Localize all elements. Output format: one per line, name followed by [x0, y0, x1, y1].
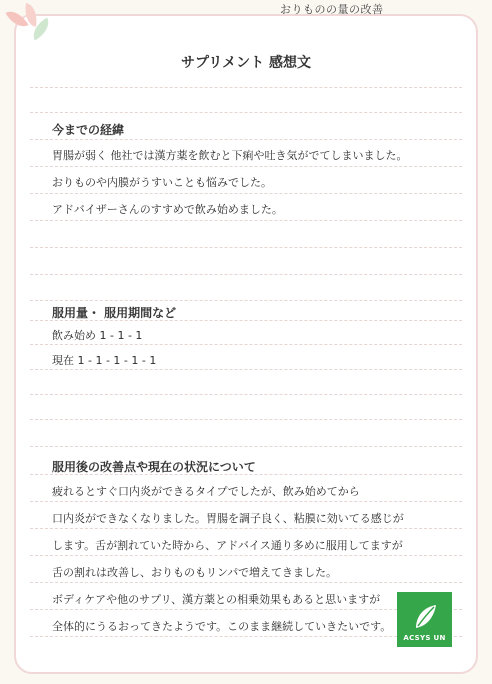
rule-line [30, 166, 462, 167]
rule-line [30, 300, 462, 301]
rule-line [30, 582, 462, 583]
history-line: 胃腸が弱く 他社では漢方薬を飲むと下痢や吐き気がでてしまいました。 [52, 149, 408, 162]
rule-line [30, 112, 462, 113]
rule-line [30, 528, 462, 529]
rule-line [30, 446, 462, 447]
history-line: おりものや内膜がうすいことも悩みでした。 [52, 176, 272, 189]
improvement-line: 口内炎ができなくなりました。胃腸を調子良く、粘膜に効いてる感じが [52, 512, 404, 525]
rule-line [30, 344, 462, 345]
rule-line [30, 555, 462, 556]
dosage-line: 飲み始め 1 - 1 - 1 [52, 329, 143, 342]
rule-line [30, 193, 462, 194]
improvement-line: 全体的にうるおってきたようです。このまま継続していきたいです。 [52, 620, 392, 633]
dosage-heading: 服用量・ 服用期間など [52, 306, 177, 320]
improvement-heading: 服用後の改善点や現在の状況について [52, 460, 256, 474]
dosage-line: 現在 1 - 1 - 1 - 1 - 1 [52, 354, 157, 367]
brand-logo [397, 592, 452, 647]
rule-line [30, 139, 462, 140]
rule-line [30, 394, 462, 395]
rule-line [30, 501, 462, 502]
rule-line [30, 369, 462, 370]
improvement-line: 舌の割れは改善し、おりものもリンパで増えてきました。 [52, 566, 338, 579]
improvement-line: 疲れるとすぐ口内炎ができるタイプでしたが、飲み始めてから [52, 485, 360, 498]
history-heading: 今までの経緯 [52, 123, 125, 137]
rule-line [30, 87, 462, 88]
rule-line [30, 247, 462, 248]
improvement-line: します。舌が割れていた時から、アドバイス通り多めに服用してますが [52, 539, 403, 552]
brand-logo-text: ACSYS UN [403, 634, 446, 642]
leaf-icon [410, 602, 440, 632]
rule-line [30, 274, 462, 275]
rule-line [30, 419, 462, 420]
improvement-line: ボディケアや他のサプリ、漢方薬との相乗効果もあると思いますが [52, 593, 381, 606]
rule-line [30, 220, 462, 221]
top-note: おりものの量の改善 [280, 3, 384, 16]
history-line: アドバイザーさんのすすめで飲み始めました。 [52, 203, 283, 216]
page-title: サプリメント 感想文 [180, 55, 312, 71]
